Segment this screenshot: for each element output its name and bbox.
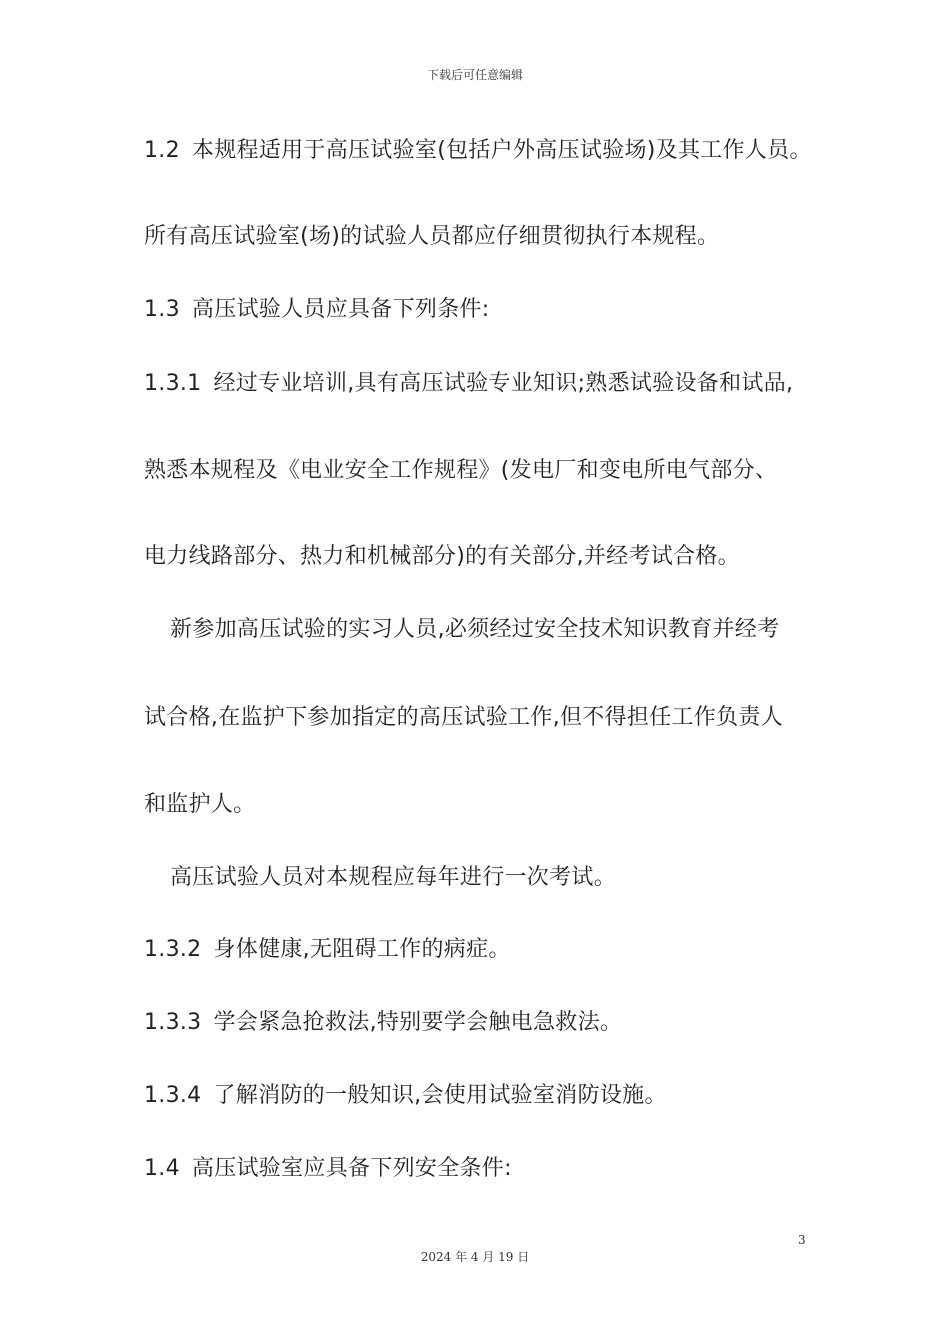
clause-number: 1.2 [144,138,180,163]
clause-1-3-1 [144,369,793,399]
clause-text: 所有高压试验室(场)的试验人员都应仔细贯彻执行本规程。 [144,224,720,249]
trainee-paragraph-continued-a [144,703,783,733]
clause-1-2-continued [144,222,719,252]
clause-text: 身体健康,无阻碍工作的病症。 [213,937,511,962]
clause-1-4 [144,1154,512,1184]
page-header: 下载后可任意编辑 [426,68,523,82]
paragraph-text: 试合格,在监护下参加指定的高压试验工作,但不得担任工作负责人 [144,705,783,730]
paragraph-text: 和监护人。 [144,792,256,817]
clause-number: 1.3.1 [144,371,202,396]
clause-text: 高压试验人员应具备下列条件: [191,297,490,322]
clause-number: 1.4 [144,1156,180,1181]
trainee-paragraph-continued-b [144,790,256,820]
clause-text: 电力线路部分、热力和机械部分)的有关部分,并经考试合格。 [144,544,740,569]
footer-date: 2024 年 4 月 19 日 [420,1250,530,1264]
paragraph-text: 新参加高压试验的实习人员,必须经过安全技术知识教育并经考 [170,617,780,642]
clause-text: 了解消防的一般知识,会使用试验室消防设施。 [213,1083,667,1108]
clause-1-3-1-continued-a [144,456,777,486]
page-number: 3 [798,1233,806,1247]
clause-text: 本规程适用于高压试验室(包括户外高压试验场)及其工作人员。 [191,138,812,163]
paragraph-text: 高压试验人员对本规程应每年进行一次考试。 [170,865,617,890]
clause-text: 学会紧急抢救法,特别要学会触电急救法。 [213,1010,623,1035]
clause-1-3-3 [144,1008,622,1038]
clause-number: 1.3.2 [144,937,202,962]
clause-number: 1.3.3 [144,1010,202,1035]
clause-1-3 [144,295,490,325]
clause-number: 1.3 [144,297,180,322]
clause-text: 经过专业培训,具有高压试验专业知识;熟悉试验设备和试品, [213,371,794,396]
clause-1-3-2 [144,935,511,965]
clause-1-2 [144,136,812,166]
clause-1-3-4 [144,1081,667,1111]
clause-1-3-1-continued-b [144,542,740,572]
clause-text: 高压试验室应具备下列安全条件: [191,1156,512,1181]
clause-text: 熟悉本规程及《电业安全工作规程》(发电厂和变电所电气部分、 [144,458,778,483]
exam-paragraph [170,863,616,893]
clause-number: 1.3.4 [144,1083,202,1108]
trainee-paragraph [170,615,779,645]
